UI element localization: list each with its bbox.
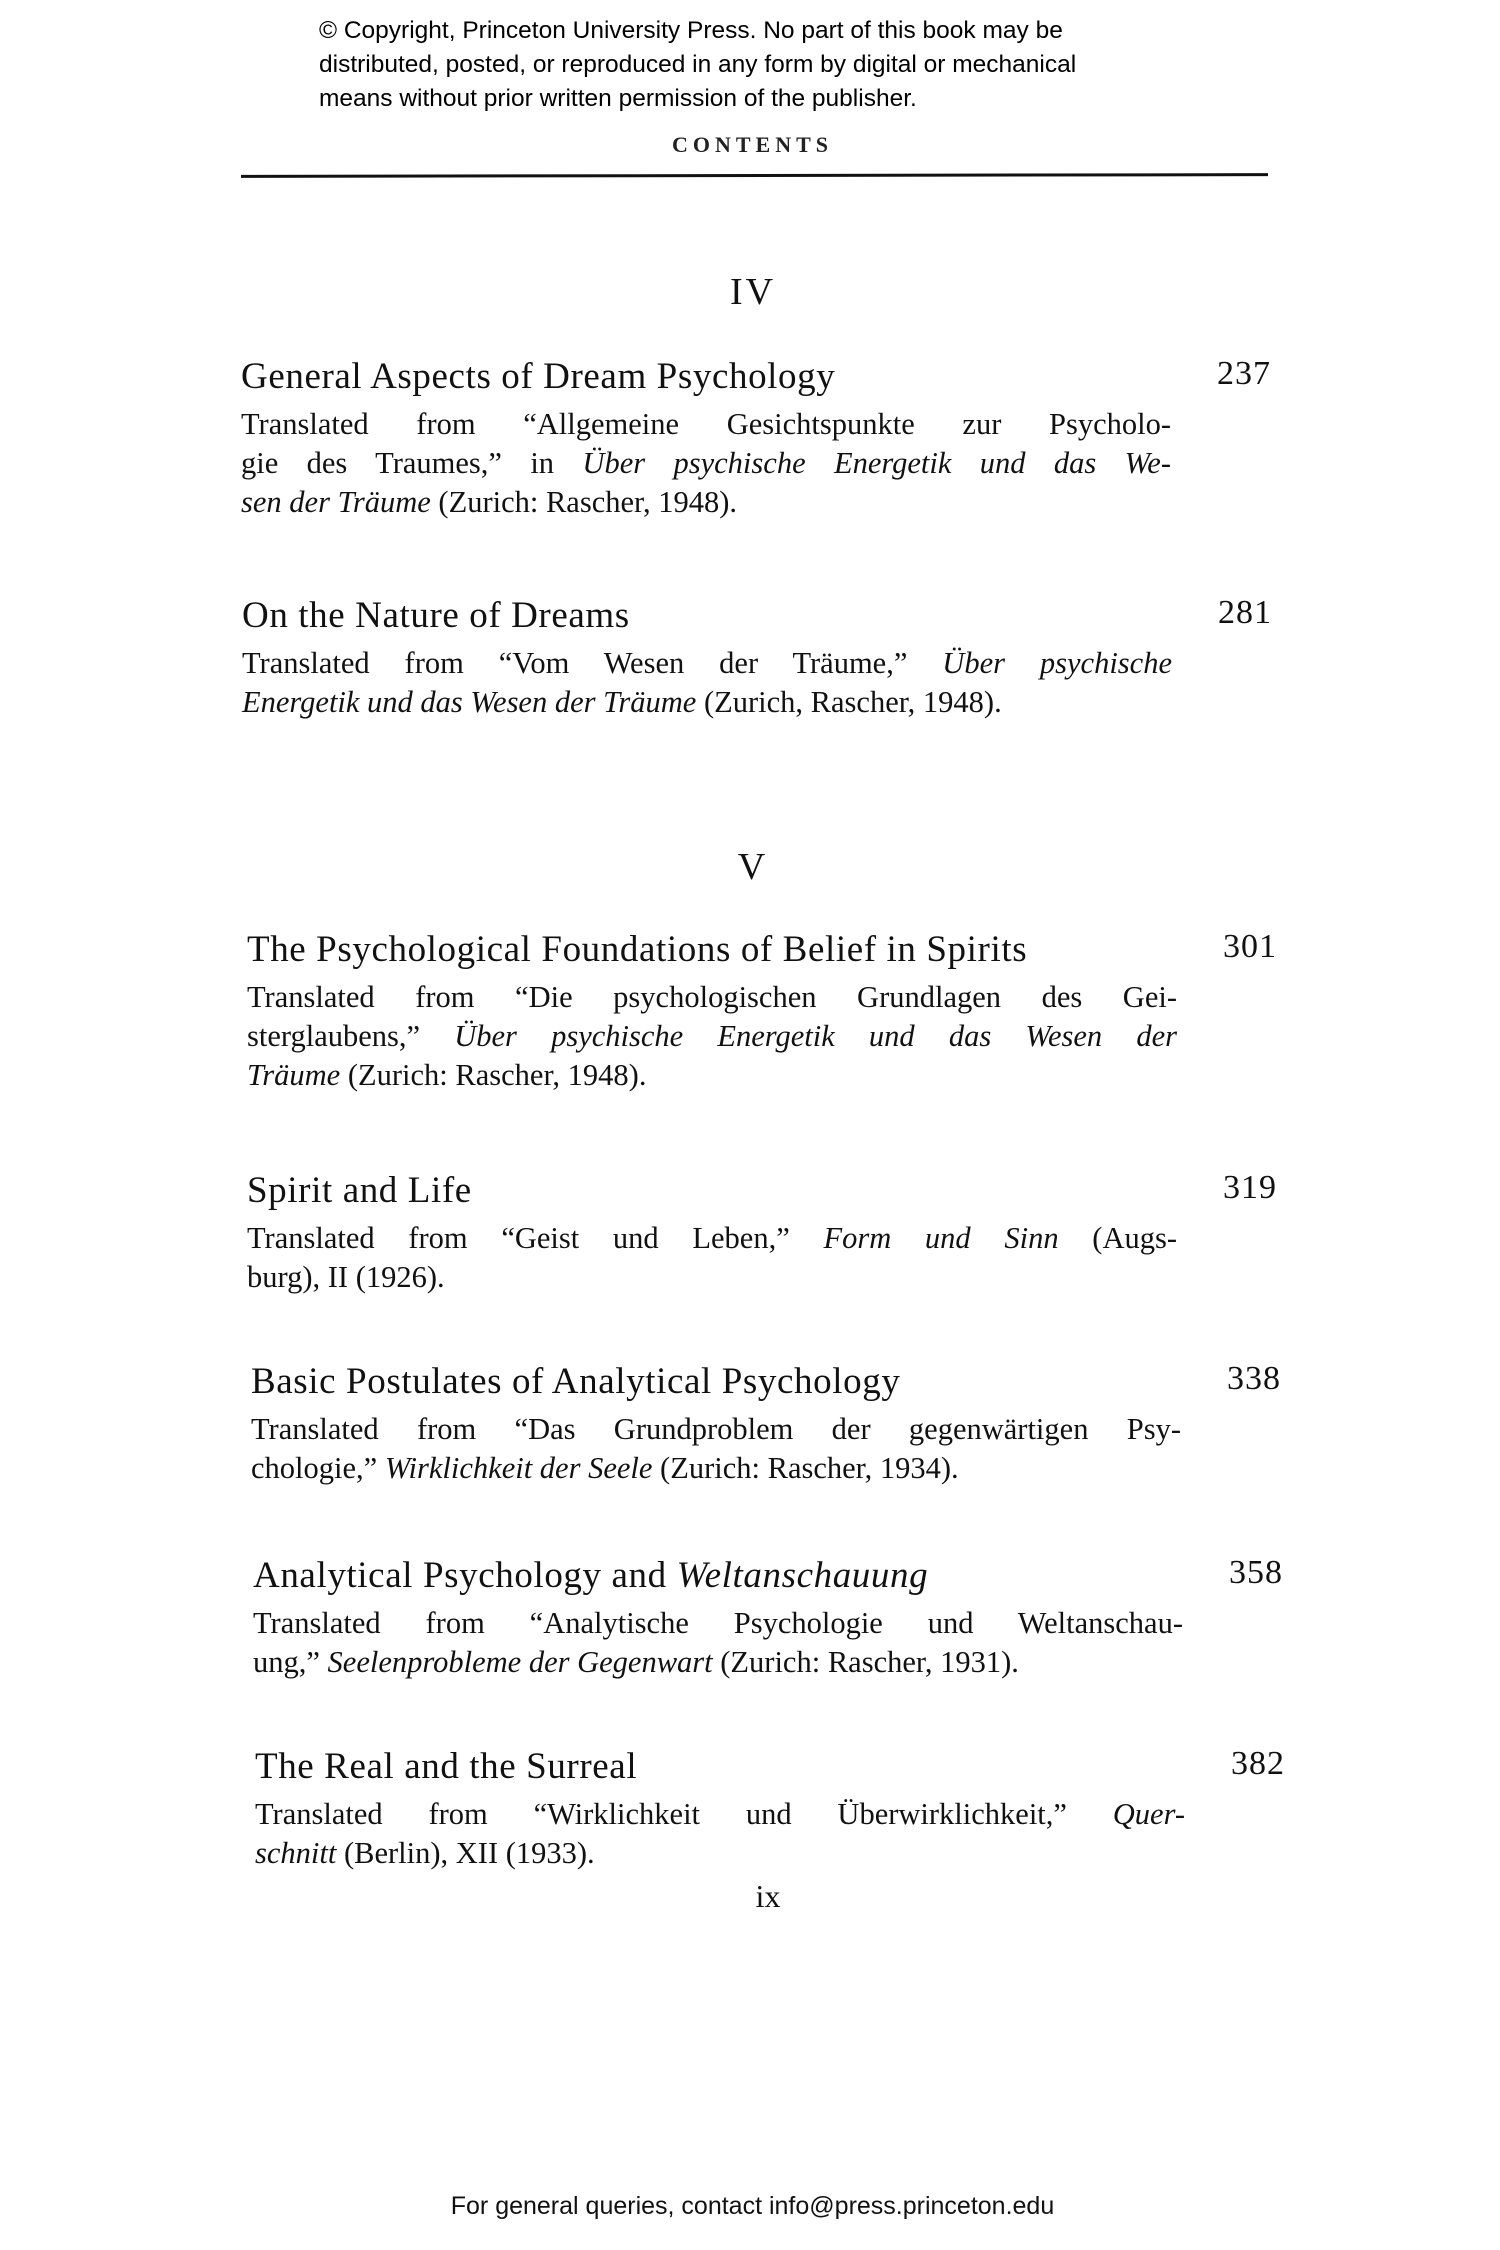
title-text: Weltanschauung	[676, 1555, 929, 1596]
source-line	[251, 1410, 1181, 1449]
entry-page-number: 301	[1223, 928, 1277, 965]
source-text: (Zurich: Rascher, 1931).	[712, 1645, 1019, 1679]
entry-title	[251, 1360, 1281, 1404]
copyright-notice	[319, 14, 1076, 116]
entry-title	[242, 594, 1272, 638]
source-text: sterglaubens,”	[247, 1019, 455, 1053]
source-text: Translated from “Wirklichkeit und Überwirklichkeit,”	[255, 1797, 1113, 1831]
entry-source-note	[247, 1219, 1277, 1297]
entry-title	[255, 1745, 1285, 1789]
source-line	[247, 1017, 1177, 1056]
source-text: burg), II (1926).	[247, 1260, 445, 1294]
header-rule	[241, 173, 1268, 178]
entry-page-number: 382	[1231, 1745, 1285, 1782]
source-text: Translated from “Analytische Psychologie und Weltanschau-	[253, 1606, 1183, 1640]
source-text: Translated from “Das Grundproblem der gegenwärtigen Psy-	[251, 1412, 1181, 1446]
source-text: (Zurich: Rascher, 1948).	[340, 1058, 647, 1092]
toc-entry	[247, 1169, 1277, 1297]
toc-entry	[241, 355, 1271, 522]
toc-entry	[253, 1554, 1283, 1682]
toc-entry	[255, 1745, 1285, 1873]
title-text: Spirit and Life	[247, 1170, 472, 1211]
section-numeral: V	[737, 846, 769, 888]
title-text: On the Nature of Dreams	[242, 595, 630, 636]
toc-entry	[242, 594, 1272, 722]
title-text: The Psychological Foundations of Belief in Spirits	[247, 929, 1028, 970]
source-text: Translated from “Die psychologischen Grundlagen des Gei-	[247, 980, 1177, 1014]
toc-entry	[251, 1360, 1281, 1488]
source-text: (Zurich, Rascher, 1948).	[696, 685, 1002, 719]
title-text: General Aspects of Dream Psychology	[241, 356, 836, 397]
italic-title-text: Wirklichkeit der Seele	[384, 1451, 653, 1485]
copyright-line: means without prior written permission of the publisher.	[319, 85, 917, 112]
title-text: The Real and the Surreal	[255, 1746, 638, 1787]
italic-title-text: Über psychische Energetik und das Wesen der	[454, 1019, 1177, 1053]
italic-title-text: Über psychische	[942, 646, 1172, 680]
source-line	[255, 1795, 1185, 1834]
copyright-line: © Copyright, Princeton University Press. No part of this book may be	[319, 17, 1063, 44]
source-text: (Zurich: Rascher, 1948).	[430, 485, 738, 519]
source-line	[242, 683, 1172, 722]
italic-title-text: Seelenprobleme der Gegenwart	[327, 1645, 713, 1679]
entry-page-number: 358	[1229, 1554, 1283, 1591]
entry-source-note	[241, 405, 1271, 522]
entry-title	[247, 1169, 1277, 1213]
italic-title-text: Quer-	[1112, 1797, 1185, 1831]
entry-title	[247, 928, 1277, 972]
italic-title-text: Über psychische Energetik und das We-	[582, 446, 1171, 480]
source-line	[241, 444, 1171, 483]
source-text: (Augs-	[1058, 1221, 1177, 1255]
entry-title	[241, 355, 1271, 399]
source-line	[247, 1056, 1177, 1095]
source-line	[255, 1834, 1185, 1873]
source-line	[241, 483, 1171, 522]
entry-source-note	[242, 644, 1272, 722]
source-line	[253, 1643, 1183, 1682]
entry-title	[253, 1554, 1283, 1598]
source-text: Translated from “Geist und Leben,”	[247, 1221, 824, 1255]
toc-entry	[247, 928, 1277, 1095]
entry-source-note	[253, 1604, 1283, 1682]
footer-contact: For general queries, contact info@press.princeton.edu	[450, 2192, 1055, 2220]
italic-title-text: schnitt	[255, 1836, 337, 1870]
copyright-line: distributed, posted, or reproduced in any form by digital or mechanical	[319, 51, 1077, 78]
section-numeral: IV	[729, 271, 777, 313]
source-text: Translated from “Vom Wesen der Träume,”	[242, 646, 943, 680]
italic-title-text: Träume	[247, 1058, 341, 1092]
italic-title-text: Form und Sinn	[823, 1221, 1059, 1255]
source-line	[247, 1258, 1177, 1297]
source-text: (Berlin), XII (1933).	[336, 1836, 595, 1870]
source-text: (Zurich: Rascher, 1934).	[652, 1451, 959, 1485]
source-line	[251, 1449, 1181, 1488]
entry-page-number: 281	[1218, 594, 1272, 631]
running-header: CONTENTS	[671, 132, 834, 157]
entry-source-note	[247, 978, 1277, 1095]
source-text: Translated from “Allgemeine Gesichtspunkte zur Psycholo-	[241, 407, 1171, 441]
title-text: Basic Postulates of Analytical Psychology	[251, 1361, 901, 1402]
entry-page-number: 319	[1223, 1169, 1277, 1206]
entry-source-note	[251, 1410, 1281, 1488]
source-text: ung,”	[253, 1645, 328, 1679]
source-line	[247, 1219, 1177, 1258]
source-line	[241, 405, 1171, 444]
source-line	[253, 1604, 1183, 1643]
source-line	[242, 644, 1172, 683]
source-text: chologie,”	[251, 1451, 385, 1485]
entry-page-number: 338	[1227, 1360, 1281, 1397]
source-line	[247, 978, 1177, 1017]
italic-title-text: sen der Träume	[241, 485, 431, 519]
source-text: gie des Traumes,” in	[241, 446, 583, 480]
entry-page-number: 237	[1217, 355, 1271, 392]
page-number: ix	[755, 1878, 781, 1914]
title-text: Analytical Psychology and	[253, 1555, 677, 1596]
entry-source-note	[255, 1795, 1285, 1873]
italic-title-text: Energetik und das Wesen der Träume	[242, 685, 697, 719]
